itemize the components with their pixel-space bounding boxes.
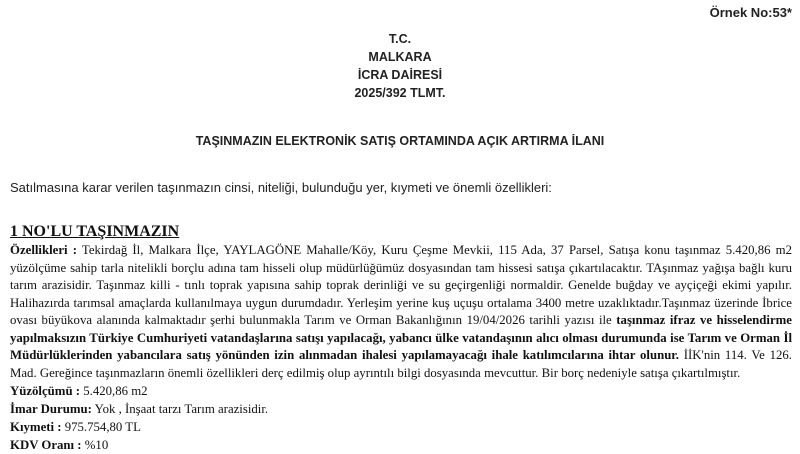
value-field <box>10 418 792 436</box>
header-file-number: 2025/392 TLMT. <box>354 86 446 100</box>
area-label: Yüzölçümü : <box>10 384 81 398</box>
features-text-end: İİK'nin 114. Ve 126. Mad. Gereğince taşınmazların önemli özellikleri derç edilmiş olup ayrıntılı bilgi dosyasında mevcuttur. Bir borç nedeniyle satışa çıkartılmıştır. <box>10 348 792 380</box>
property-section <box>10 222 792 454</box>
announcement-title: TAŞINMAZIN ELEKTRONİK SATIŞ ORTAMINDA AÇIK ARTIRMA İLANI <box>195 134 605 148</box>
features-warning: taşınmaz ifraz ve hisselendirme yapılmaksızın Türkiye Cumhuriyeti vatandaşlarına satışı yapılacağı, yabancı ülke vatandaşının alıcı olması durumunda ise Tarım ve Orman İl Müdürlüklerinden yabancılara satış yönünden izin alınmadan ihalesi yapılamayacağı ihale katılımcılarına ihtar olunur. <box>10 313 792 362</box>
zoning-field <box>10 400 792 418</box>
vat-label: KDV Oranı : <box>10 438 82 452</box>
features-label: Özellikleri : <box>10 243 77 257</box>
features-text: Tekirdağ İl, Malkara İlçe, YAYLAGÖNE Mahalle/Köy, Kuru Çeşme Mevkii, 115 Ada, 37 Parsel, Satışa konu taşınmaz 5.420,86 m2 yüzölçüme sahip tarla nitelikli borçlu adına tam hisseli olup müdürlüğümüz dosyasından tam hissesi satışa çıkartılacaktır. TAşınmaz yağışa bağlı kuru tarım arazisidir. Taşınmaz killi - tınlı toprak yapısına sahip toprak derinliği ve su geçirgenliği normaldir. Genelde buğday ve ayçiçeği ekimi yapılır. Halihazırda tarımsal amaçlarda kullanılmaya uygun durumdadır. Yerleşim yerine kuş uçuşu ortalama 3400 metre uzaklıktadır.Taşınmaz üzerinde İbrice ovası büyükova alanında kalmaktadır şerhi bulunmakla Tarım ve Orman Bakanlığının 19/04/2026 tarihli yazısı ile <box>10 243 793 327</box>
value-amount: 975.754,80 TL <box>61 420 141 434</box>
header-district: MALKARA <box>368 50 432 64</box>
area-field <box>10 382 792 400</box>
zoning-value: Yok , İnşaat tarzı Tarım arazisidir. <box>91 402 269 416</box>
document-header <box>0 30 800 102</box>
vat-field <box>10 436 792 454</box>
area-value: 5.420,86 m2 <box>80 384 148 398</box>
vat-value: %10 <box>81 438 109 452</box>
property-heading: 1 NO'LU TAŞINMAZIN <box>10 223 180 240</box>
header-state: T.C. <box>388 32 412 46</box>
property-features <box>10 242 792 382</box>
zoning-label: İmar Durumu: <box>10 402 92 416</box>
sample-number: Örnek No:53* <box>709 5 792 20</box>
header-office: İCRA DAİRESİ <box>357 68 443 82</box>
intro-text: Satılmasına karar verilen taşınmazın cinsi, niteliği, bulunduğu yer, kıymeti ve önemli özellikleri: <box>10 180 552 195</box>
value-label: Kıymeti : <box>10 420 62 434</box>
